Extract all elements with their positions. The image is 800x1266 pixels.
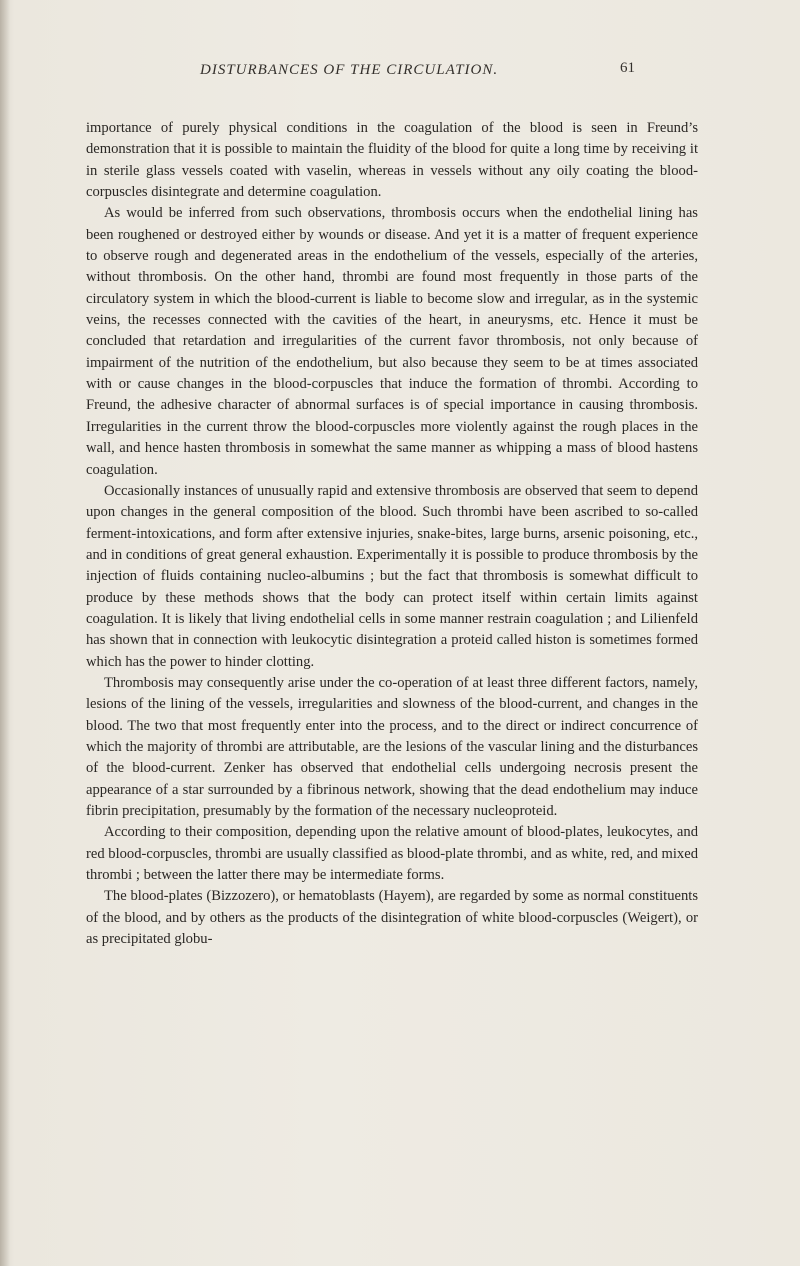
paragraph-6: The blood-plates (Bizzozero), or hematoblasts (Hayem), are regarded by some as normal constituents of the blood, and by others as the products of the disintegration of white blood-corpuscles (Weigert), or as precipitated globu- [86, 888, 698, 948]
running-header [200, 62, 660, 79]
page-gutter-shadow [0, 0, 10, 1266]
running-title: DISTURBANCES OF THE CIRCULATION. [200, 62, 499, 78]
paragraph-1: importance of purely physical conditions in the coagulation of the blood is seen in Freund’s demonstration that it is possible to maintain the fluidity of the blood for quite a long time by receiving it in sterile glass vessels coated with vaselin, whereas in vessels without any oily coating the blood-corpuscles disintegrate and determine coagulation. [86, 120, 698, 201]
paragraph-3: Occasionally instances of unusually rapid and extensive thrombosis are observed that seem to depend upon changes in the general composition of the blood. Such thrombi have been ascribed to so-called ferment-intoxications, and form after extensive injuries, snake-bites, large burns, arsenic poisoning, etc., and in conditions of great general exhaustion. Experimentally it is possible to produce thrombosis by the injection of fluids containing nucleo-albumins ; but the fact that thrombosis is somewhat difficult to produce by these methods shows that the body can protect itself within certain limits against coagulation. It is likely that living endothelial cells in some manner restrain coagulation ; and Lilienfeld has shown that in connection with leukocytic disintegration a proteid called histon is sometimes formed which has the power to hinder clotting. [86, 482, 698, 670]
paragraph-2: As would be inferred from such observations, thrombosis occurs when the endothelial lining has been roughened or destroyed either by wounds or disease. And yet it is a matter of frequent experience to observe rough and degenerated areas in the endothelium of the vessels, especially of the arteries, without thrombosis. On the other hand, thrombi are found most frequently in those parts of the circulatory system in which the blood-current is liable to become slow and irregular, as in the systemic veins, the recesses connected with the cavities of the heart, in aneurysms, etc. Hence it must be concluded that retardation and irregularities of the current favor thrombosis, not only because of impairment of the nutrition of the endothelium, but also because they seem to be at times associated with or cause changes in the blood-corpuscles that induce the formation of thrombi. According to Freund, the adhesive character of abnormal surfaces is of special importance in causing thrombosis. Irregularities in the current throw the blood-corpuscles more violently against the rough places in the wall, and hence hasten thrombosis in somewhat the same manner as whipping a mass of blood hastens coagulation. [86, 205, 698, 478]
paragraph-5: According to their composition, depending upon the relative amount of blood-plates, leukocytes, and red blood-corpuscles, thrombi are usually classified as blood-plate thrombi, and as white, red, and mixed thrombi ; between the latter there may be intermediate forms. [86, 824, 698, 884]
paragraph-4: Thrombosis may consequently arise under the co-operation of at least three different factors, namely, lesions of the lining of the vessels, irregularities and slowness of the blood-current, and changes in the blood. The two that most frequently enter into the process, and to the direct or indirect concurrence of which the majority of thrombi are attributable, are the lesions of the vascular lining and the disturbances of the blood-current. Zenker has observed that endothelial cells undergoing necrosis present the appearance of a star surrounded by a fibrinous network, showing that the dead endothelium may induce fibrin precipitation, presumably by the formation of the necessary nucleoproteid. [86, 674, 698, 819]
page-number: 61 [620, 60, 635, 76]
body-text [86, 118, 698, 950]
